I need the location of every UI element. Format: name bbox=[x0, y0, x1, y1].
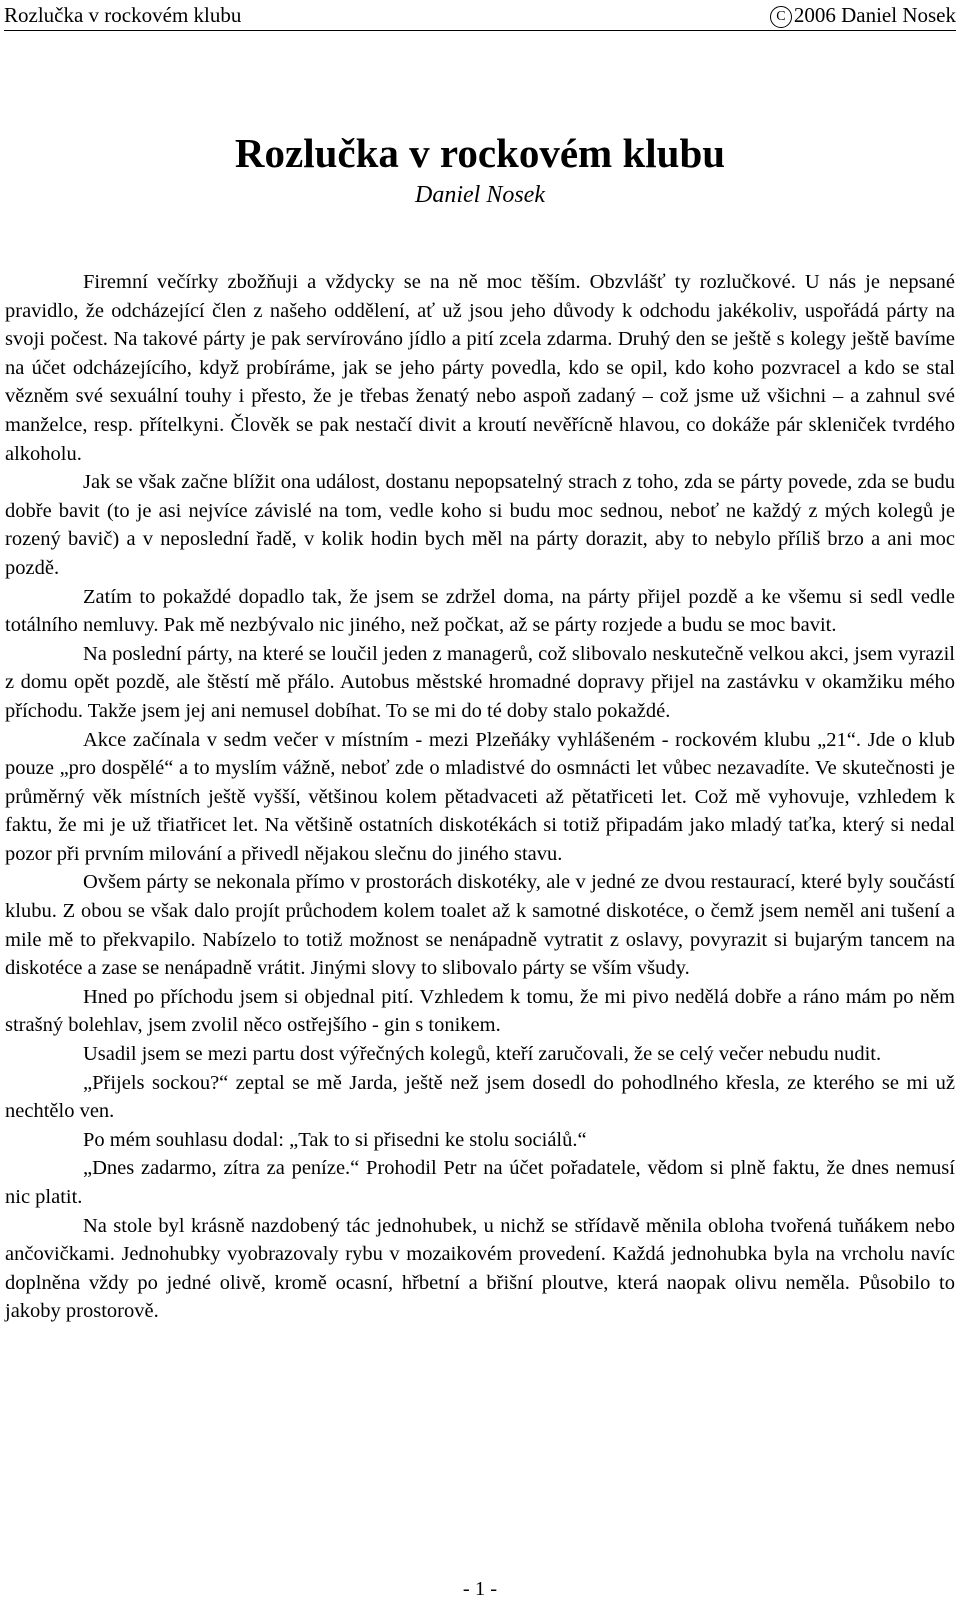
paragraph: Firemní večírky zbožňuji a vždycky se na ně moc těším. Obzvlášť ty rozlučkové. U nás je nepsané pravidlo, že odcházející člen z našeho oddělení, ať už jsou jeho důvody k odchodu jakékoliv, uspořádá párty na svoji počest. Na takové párty je pak servírováno jídlo a pití zcela zdarma. Druhý den se ještě s kolegy ještě bavíme na účet odcházejícího, když probíráme, jak se jeho párty povedla, kdo se opil, kdo koho pozvracel a kdo se stal vězněm své sexuální touhy i přesto, že je třebas ženatý nebo aspoň zadaný – což jsme už všichni – a zahnul své manželce, resp. přítelkyni. Člověk se pak nestačí divit a kroutí nevěřícně hlavou, co dokáže pár skleniček tvrdého alkoholu. bbox=[5, 271, 955, 465]
page-header bbox=[4, 0, 956, 31]
paragraph: Hned po příchodu jsem si objednal pití. Vzhledem k tomu, že mi pivo nedělá dobře a ráno mám po něm strašný bolehlav, jsem zvolil něco ostřejšího - gin s tonikem. bbox=[5, 985, 955, 1037]
document-author: Daniel Nosek bbox=[415, 182, 545, 208]
paragraph: Na poslední párty, na které se loučil jeden z managerů, což slibovalo neskutečně velkou akci, jsem vyrazil z domu opět pozdě, ale štěstí mě přálo. Autobus městské hromadné dopravy přijel na zastávku v okamžiku mého příchodu. Takže jsem jej ani nemusel dobíhat. To se mi do té doby stalo pokaždé. bbox=[5, 642, 955, 722]
copyright-icon: C bbox=[770, 6, 792, 28]
header-copyright bbox=[770, 2, 956, 28]
paragraph: „Dnes zadarmo, zítra za peníze.“ Prohodil Petr na účet pořadatele, vědom si plně faktu, že dnes nemusí nic platit. bbox=[5, 1157, 955, 1208]
paragraph: „Přijels sockou?“ zeptal se mě Jarda, ještě než jsem dosedl do pohodlného křesla, ze kterého se mi už nechtělo ven. bbox=[5, 1071, 955, 1123]
document-title: Rozlučka v rockovém klubu bbox=[234, 130, 726, 176]
paragraph: Ovšem párty se nekonala přímo v prostorách diskotéky, ale v jedné ze dvou restaurací, které byly součástí klubu. Z obou se však dalo projít průchodem kolem toalet až k samotné diskotéce, o čemž jsem neměl ani tušení a mile mě to překvapilo. Nabízelo to totiž možnost se nenápadně vytratit z oslavy, povyrazit si bujarým tancem na diskotéce a zase se nenápadně vrátit. Jinými slovy to slibovalo párty se vším všudy. bbox=[5, 871, 955, 980]
paragraph: Akce začínala v sedm večer v místním - mezi Plzeňáky vyhlášeném - rockovém klubu „21“. Jde o klub pouze „pro dospělé“ a to myslím vážně, neboť zde o mladistvé do osmnácti let vůbec nezavadíte. Ve skutečnosti je průměrný věk místních ještě vyšší, většinou kolem pětadvaceti až pětatřiceti let. Což mě vyhovuje, vzhledem k faktu, že mi je už třiatřicet let. Na většině ostatních diskotékách si totiž připadám jako mladý taťka, který si nedal pozor při prvním milování a přivedl nějakou slečnu do jiného stavu. bbox=[5, 728, 955, 865]
paragraph: Zatím to pokaždé dopadlo tak, že jsem se zdržel doma, na párty přijel pozdě a ke všemu si sedl vedle totálního nemluvy. Pak mě nezbývalo nic jiného, než počkat, až se párty rozjede a budu se moc bavit. bbox=[5, 585, 955, 637]
paragraph: Po mém souhlasu dodal: „Tak to si přisedni ke stolu sociálů.“ bbox=[83, 1128, 587, 1151]
paragraph: Usadil jsem se mezi partu dost výřečných kolegů, kteří zaručovali, že se celý večer nebudu nudit. bbox=[83, 1043, 882, 1066]
paragraph: Jak se však začne blížit ona událost, dostanu nepopsatelný strach z toho, zda se párty povede, zda se budu dobře bavit (to je asi nejvíce závislé na tom, vedle koho si budu moc sednou, neboť ne každý z mých kolegů je rozený bavič) a v neposlední řadě, v kolik hodin bych měl na párty dorazit, aby to nebylo příliš brzo a ani moc pozdě. bbox=[5, 471, 955, 579]
page-number: - 1 - bbox=[462, 1578, 498, 1600]
header-copyright-text: 2006 Daniel Nosek bbox=[793, 3, 956, 27]
document-body bbox=[5, 268, 955, 1326]
header-title: Rozlučka v rockovém klubu bbox=[4, 3, 242, 27]
paragraph: Na stole byl krásně nazdobený tác jednohubek, u nichž se střídavě měnila obloha tvořená tuňákem nebo ančovičkami. Jednohubky vyobrazovaly rybu v mozaikovém provedení. Každá jednohubka byla na vrcholu navíc doplněna vždy po jedné olivě, kromě ocasní, hřbetní a břišní ploutve, která naopak olivu neměla. Působilo to jakoby prostorově. bbox=[5, 1214, 955, 1323]
